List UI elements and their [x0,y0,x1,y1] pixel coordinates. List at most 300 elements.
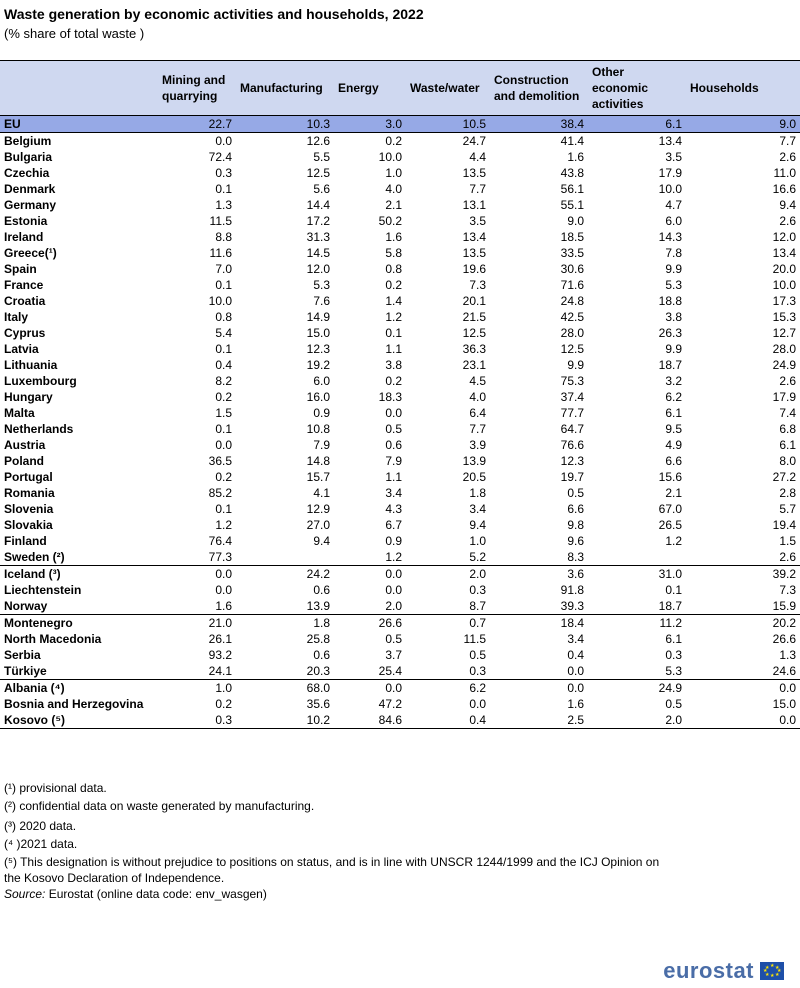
value-cell: 16.6 [772,182,796,196]
country-cell: Finland [4,534,47,548]
value-cell: 0.4 [215,358,232,372]
country-cell: Poland [4,454,45,468]
value-cell: 5.7 [779,502,796,516]
value-cell: 5.6 [313,182,330,196]
value-cell: 3.5 [469,214,486,228]
value-cell: 1.5 [215,406,232,420]
value-cell: 4.0 [469,390,486,404]
table-row [0,357,800,373]
value-cell: 21.0 [158,615,236,632]
value-cell: 23.1 [462,358,486,372]
value-cell: 0.0 [385,583,402,597]
table-row [0,149,800,165]
value-cell: 17.9 [658,166,682,180]
value-cell: 6.1 [665,406,682,420]
table-row [0,566,800,583]
value-cell: 13.4 [658,134,682,148]
value-cell: 76.6 [560,438,584,452]
value-cell: 0.3 [469,664,486,678]
table-row [0,309,800,325]
value-cell: 84.6 [334,712,406,729]
value-cell: 33.5 [560,246,584,260]
value-cell: 0.3 [158,712,236,729]
value-cell: 7.9 [313,438,330,452]
value-cell: 91.8 [560,583,584,597]
value-cell: 20.1 [462,294,486,308]
value-cell: 1.2 [385,310,402,324]
value-cell: 6.1 [665,632,682,646]
value-cell: 64.7 [560,422,584,436]
value-cell: 11.6 [209,246,232,260]
value-cell: 6.6 [665,454,682,468]
value-cell: 25.8 [306,632,330,646]
table-row [0,469,800,485]
table-row [0,712,800,729]
value-cell: 12.3 [560,454,584,468]
value-cell: 21.5 [462,310,486,324]
header-country [0,61,158,116]
value-cell: 12.5 [560,342,584,356]
value-cell: 24.8 [560,294,584,308]
value-cell: 42.5 [560,310,584,324]
value-cell: 20.3 [306,664,330,678]
country-cell: Cyprus [4,326,46,340]
value-cell: 6.2 [665,390,682,404]
header-row [0,61,800,116]
value-cell: 0.1 [215,422,232,436]
footnote: (¹) provisional data. [4,781,107,795]
value-cell: 1.8 [236,615,334,632]
value-cell: 10.3 [236,116,334,133]
value-cell: 9.0 [686,116,800,133]
value-cell: 24.7 [462,134,486,148]
value-cell: 13.9 [306,599,330,613]
country-cell: Greece(¹) [4,246,57,260]
value-cell: 0.6 [313,648,330,662]
value-cell: 24.2 [236,566,334,583]
value-cell: 3.5 [665,150,682,164]
value-cell: 8.8 [215,230,232,244]
value-cell: 0.0 [215,583,232,597]
value-cell: 0.0 [686,680,800,697]
value-cell: 9.9 [665,262,682,276]
value-cell: 15.9 [772,599,796,613]
value-cell: 8.3 [567,550,584,564]
value-cell: 26.6 [334,615,406,632]
value-cell: 1.3 [779,648,796,662]
value-cell: 77.3 [208,550,232,564]
table-subtitle: (% share of total waste ) [4,26,145,41]
value-cell: 7.9 [385,454,402,468]
value-cell: 0.0 [215,438,232,452]
value-cell: 28.0 [772,342,796,356]
value-cell: 28.0 [560,326,584,340]
table-row [0,631,800,647]
value-cell: 15.7 [306,470,330,484]
value-cell: 39.2 [686,566,800,583]
value-cell: 0.4 [406,712,490,729]
value-cell: 20.0 [772,262,796,276]
value-cell: 10.0 [208,294,232,308]
table-row [0,533,800,549]
eu-row [0,116,800,133]
value-cell: 2.1 [665,486,682,500]
value-cell: 5.3 [665,664,682,678]
value-cell: 0.0 [215,134,232,148]
value-cell: 3.8 [665,310,682,324]
value-cell: 0.2 [385,134,402,148]
value-cell: 1.6 [215,599,232,613]
value-cell: 10.5 [406,116,490,133]
value-cell: 71.6 [560,278,584,292]
value-cell: 14.4 [306,198,330,212]
value-cell: 3.6 [490,566,588,583]
value-cell: 0.2 [215,390,232,404]
value-cell: 7.3 [779,583,796,597]
value-cell: 0.0 [158,566,236,583]
header-waste-water: Waste/water [406,61,490,116]
country-cell: Bulgaria [4,150,53,164]
value-cell: 3.0 [334,116,406,133]
value-cell: 11.2 [588,615,686,632]
value-cell: 0.5 [469,648,486,662]
country-cell: Slovakia [4,518,53,532]
value-cell: 5.3 [665,278,682,292]
country-cell: Czechia [4,166,50,180]
value-cell: 26.6 [772,632,796,646]
header-energy: Energy [334,61,406,116]
value-cell: 15.6 [658,470,682,484]
value-cell: 20.2 [686,615,800,632]
value-cell: 24.1 [208,664,232,678]
value-cell: 11.0 [773,166,796,180]
value-cell: 1.0 [158,680,236,697]
value-cell: 0.2 [215,697,232,711]
value-cell: 1.8 [469,486,486,500]
value-cell: 5.5 [313,150,330,164]
value-cell: 93.2 [208,648,232,662]
country-cell: Denmark [4,182,56,196]
table-row [0,133,800,150]
value-cell: 0.9 [313,406,330,420]
value-cell: 24.9 [772,358,796,372]
source-label: Source: [4,887,46,901]
country-cell: Liechtenstein [4,583,82,597]
country-cell: Norway [4,599,48,613]
value-cell: 6.4 [469,406,486,420]
value-cell: 9.4 [469,518,486,532]
value-cell: 6.1 [779,438,796,452]
table-row [0,181,800,197]
value-cell: 26.3 [658,326,682,340]
value-cell: 0.7 [406,615,490,632]
value-cell: 13.5 [462,246,486,260]
value-cell: 56.1 [560,182,584,196]
value-cell: 15.0 [306,326,330,340]
value-cell: 72.4 [208,150,232,164]
value-cell: 43.8 [560,166,584,180]
value-cell: 9.4 [313,534,330,548]
value-cell: 8.0 [779,454,796,468]
value-cell: 12.0 [306,262,330,276]
table-row [0,373,800,389]
table-row [0,341,800,357]
value-cell: 0.5 [665,697,682,711]
value-cell: 15.3 [772,310,796,324]
country-cell: Malta [4,406,35,420]
table-row [0,389,800,405]
value-cell: 26.1 [208,632,232,646]
value-cell: 6.6 [567,502,584,516]
table-row [0,485,800,501]
value-cell: 7.7 [469,422,486,436]
value-cell: 0.1 [215,502,232,516]
value-cell: 13.9 [462,454,486,468]
value-cell: 7.7 [469,182,486,196]
table-row [0,549,800,566]
footnote: (²) confidential data on waste generated by manufacturing. [4,799,315,813]
header-manufacturing: Manufacturing [236,61,334,116]
country-cell: Iceland (³) [0,566,158,583]
table-row [0,405,800,421]
value-cell: 1.5 [779,534,796,548]
value-cell: 24.9 [588,680,686,697]
table-row [0,293,800,309]
value-cell: 2.0 [406,566,490,583]
value-cell: 7.4 [779,406,796,420]
table-row [0,696,800,712]
value-cell: 7.6 [313,294,330,308]
value-cell: 1.0 [385,166,402,180]
country-cell: North Macedonia [4,632,102,646]
country-cell: EU [0,116,158,133]
value-cell: 17.9 [772,390,796,404]
value-cell: 0.0 [334,680,406,697]
table-row [0,245,800,261]
value-cell: 4.0 [385,182,402,196]
header-mining: Mining and quarrying [158,61,236,116]
value-cell: 5.4 [215,326,232,340]
value-cell: 20.5 [462,470,486,484]
value-cell: 55.1 [560,198,584,212]
table-row [0,517,800,533]
value-cell: 38.4 [490,116,588,133]
footnote: (³) 2020 data. [4,819,77,833]
value-cell: 15.0 [772,697,796,711]
table-row [0,213,800,229]
value-cell: 68.0 [236,680,334,697]
value-cell: 10.0 [772,278,796,292]
header-other: Other economic activities [588,61,686,116]
value-cell: 77.7 [560,406,584,420]
value-cell: 5.3 [313,278,330,292]
value-cell: 0.2 [385,278,402,292]
eurostat-logo [663,958,784,984]
value-cell: 25.4 [378,664,402,678]
value-cell: 1.2 [665,534,682,548]
value-cell: 1.1 [385,470,402,484]
value-cell: 9.8 [567,518,584,532]
value-cell: 0.2 [215,470,232,484]
value-cell: 1.4 [385,294,402,308]
value-cell: 35.6 [306,697,330,711]
country-cell: Austria [4,438,46,452]
value-cell: 12.5 [462,326,486,340]
value-cell: 12.0 [772,230,796,244]
value-cell: 6.7 [385,518,402,532]
value-cell: 6.2 [406,680,490,697]
logo-text: eurostat [663,958,754,983]
table-row [0,437,800,453]
table-row [0,325,800,341]
value-cell: 0.6 [313,583,330,597]
value-cell: 0.0 [334,566,406,583]
value-cell: 13.4 [462,230,486,244]
value-cell: 2.0 [385,599,402,613]
value-cell: 31.0 [588,566,686,583]
value-cell: 6.0 [665,214,682,228]
country-cell: Croatia [4,294,46,308]
value-cell: 0.0 [385,406,402,420]
value-cell: 13.1 [462,198,486,212]
value-cell: 10.0 [658,182,682,196]
value-cell: 1.1 [385,342,402,356]
value-cell: 4.4 [469,150,486,164]
country-cell: Luxembourg [4,374,77,388]
value-cell: 14.3 [658,230,682,244]
value-cell: 0.1 [385,326,402,340]
value-cell: 5.8 [385,246,402,260]
value-cell: 3.8 [385,358,402,372]
value-cell: 36.3 [462,342,486,356]
value-cell: 0.2 [385,374,402,388]
value-cell: 5.2 [469,550,486,564]
value-cell: 1.3 [215,198,232,212]
value-cell: 36.5 [208,454,232,468]
value-cell: 2.6 [779,214,796,228]
value-cell: 0.3 [665,648,682,662]
country-cell: Hungary [4,390,53,404]
value-cell: 0.4 [567,648,584,662]
table-body [0,116,800,729]
value-cell: 4.7 [665,198,682,212]
table-row [0,277,800,293]
value-cell: 76.4 [208,534,232,548]
header-households: Households [686,61,800,116]
value-cell: 3.4 [469,502,486,516]
footnote: (⁵) This designation is without prejudice to positions on status, and is in line with UNSCR 1244/1999 and the ICJ Opinion on [4,855,660,869]
value-cell: 2.8 [779,486,796,500]
country-cell: Latvia [4,342,39,356]
header-construction: Construction and demolition [490,61,588,116]
value-cell: 13.4 [772,246,796,260]
value-cell: 0.8 [385,262,402,276]
value-cell: 14.9 [306,310,330,324]
country-cell: Spain [4,262,37,276]
country-cell: Montenegro [0,615,158,632]
table-row [0,421,800,437]
value-cell: 19.2 [306,358,330,372]
value-cell: 4.9 [665,438,682,452]
value-cell: 9.6 [567,534,584,548]
country-cell: Kosovo (⁵) [0,712,158,729]
value-cell: 50.2 [378,214,402,228]
value-cell: 12.5 [306,166,330,180]
value-cell: 0.5 [385,632,402,646]
country-cell: Belgium [4,134,52,148]
value-cell: 3.4 [385,486,402,500]
value-cell: 18.8 [658,294,682,308]
value-cell: 18.7 [658,358,682,372]
value-cell: 12.6 [306,134,330,148]
country-cell: Bosnia and Herzegovina [4,697,144,711]
value-cell: 19.4 [772,518,796,532]
value-cell: 18.7 [658,599,682,613]
country-cell: Portugal [4,470,53,484]
value-cell: 16.0 [306,390,330,404]
country-cell: France [4,278,44,292]
value-cell: 1.6 [385,230,402,244]
value-cell: 39.3 [560,599,584,613]
value-cell: 3.4 [567,632,584,646]
country-cell: Germany [4,198,57,212]
value-cell: 7.3 [469,278,486,292]
country-cell: Ireland [4,230,44,244]
table-row [0,615,800,632]
country-cell: Sweden (²) [4,550,65,564]
value-cell: 10.8 [306,422,330,436]
value-cell: 2.1 [385,198,402,212]
waste-table [0,60,800,729]
value-cell: 27.2 [772,470,796,484]
value-cell: 31.3 [306,230,330,244]
value-cell: 27.0 [306,518,330,532]
value-cell: 0.1 [215,182,232,196]
value-cell: 1.6 [567,697,584,711]
source-line [4,886,267,902]
value-cell: 0.9 [385,534,402,548]
table-row [0,453,800,469]
table-row [0,165,800,181]
value-cell: 0.3 [469,583,486,597]
value-cell: 22.7 [158,116,236,133]
value-cell: 1.0 [469,534,486,548]
value-cell: 4.5 [469,374,486,388]
value-cell: 6.1 [588,116,686,133]
value-cell: 24.6 [772,664,796,678]
value-cell: 12.3 [306,342,330,356]
value-cell: 17.3 [772,294,796,308]
value-cell: 37.4 [560,390,584,404]
country-cell: Albania (⁴) [0,680,158,697]
value-cell: 9.9 [665,342,682,356]
country-cell: Romania [4,486,55,500]
value-cell: 2.6 [779,550,796,564]
value-cell: 8.7 [469,599,486,613]
table-row [0,197,800,213]
country-cell: Italy [4,310,29,324]
value-cell: 0.0 [490,680,588,697]
value-cell: 3.2 [665,374,682,388]
country-cell: Serbia [4,648,41,662]
value-cell: 0.3 [215,166,232,180]
value-cell: 2.5 [490,712,588,729]
value-cell: 2.6 [779,150,796,164]
value-cell: 30.6 [560,262,584,276]
value-cell: 18.5 [560,230,584,244]
value-cell: 3.9 [469,438,486,452]
value-cell: 19.7 [560,470,584,484]
